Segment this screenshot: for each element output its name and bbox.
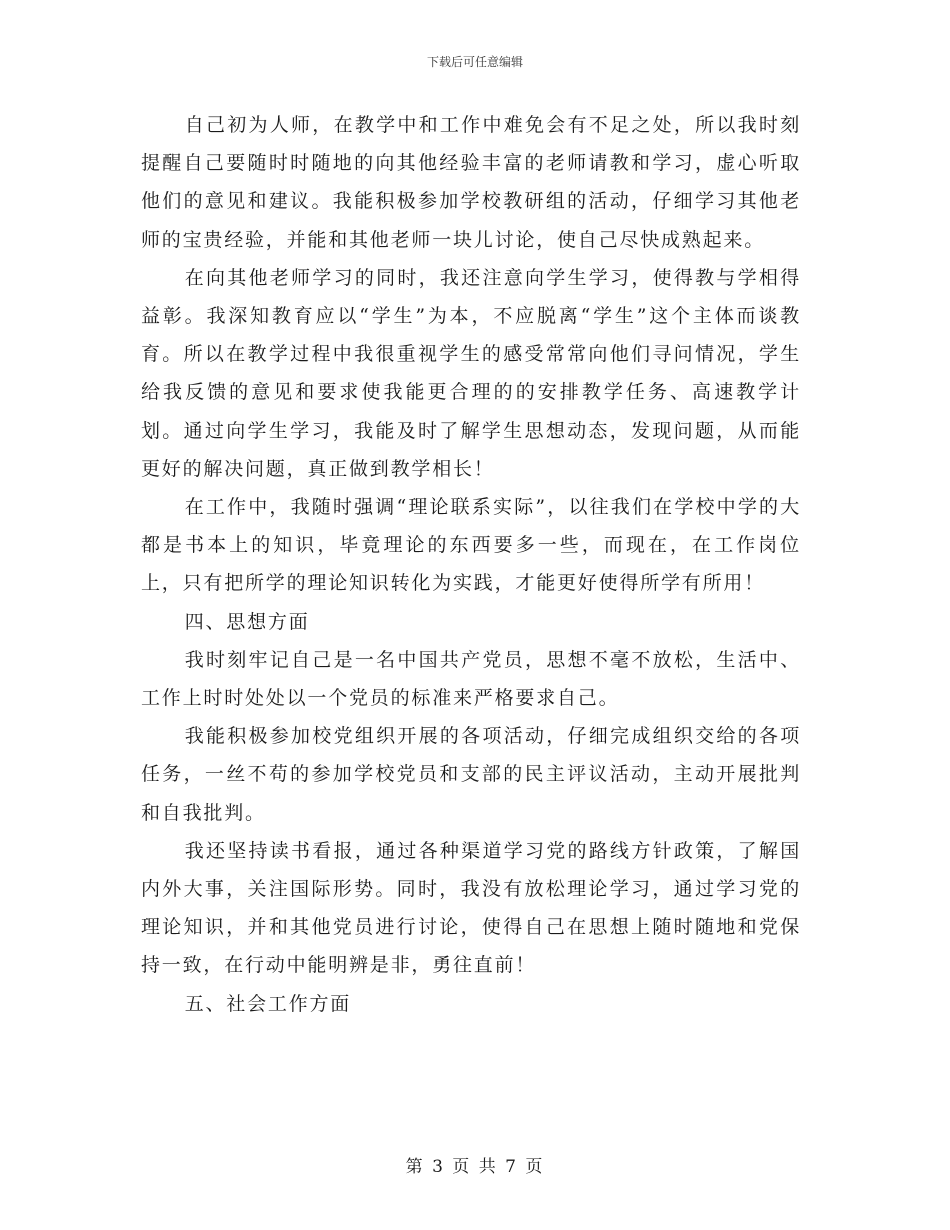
paragraph-1: 自己初为人师，在教学中和工作中难免会有不足之处，所以我时刻提醒自己要随时时随地的向其他经验丰富的老师请教和学习，虚心听取他们的意见和建议。我能积极参加学校教研组的活动，仔细学习其他老师的宝贵经验，并能和其他老师一块儿讨论，使自己尽快成熟起来。 <box>141 114 801 251</box>
section-heading-social-work: 五、社会工作方面 <box>184 992 352 1015</box>
paragraph-2: 在向其他老师学习的同时，我还注意向学生学习，使得教与学相得益彰。我深知教育应以“学生”为本，不应脱离“学生”这个主体而谈教育。所以在教学过程中我很重视学生的感受常常向他们寻问情况，学生给我反馈的意见和要求使我能更合理的的安排教学任务、高速教学计划。通过向学生学习，我能及时了解学生思想动态，发现问题，从而能更好的解决问题，真正做到教学相长！ <box>141 266 801 480</box>
section-heading-thought: 四、思想方面 <box>184 610 310 633</box>
paragraph-4: 我时刻牢记自己是一名中国共产党员，思想不毫不放松，生活中、工作上时时处处以一个党员的标准来严格要求自己。 <box>141 648 801 710</box>
paragraph-5: 我能积极参加校党组织开展的各项活动，仔细完成组织交给的各项任务，一丝不苟的参加学校党员和支部的民主评议活动，主动开展批判和自我批判。 <box>141 725 801 824</box>
page-number: 第 3 页 共 7 页 <box>405 1157 545 1177</box>
header-note: 下载后可任意编辑 <box>426 55 523 69</box>
paragraph-3: 在工作中，我随时强调“理论联系实际”，以往我们在学校中学的大都是书本上的知识，毕竟理论的东西要多一些，而现在，在工作岗位上，只有把所学的理论知识转化为实践，才能更好使得所学有所用！ <box>141 496 801 595</box>
document-body <box>141 106 801 1023</box>
paragraph-6: 我还坚持读书看报，通过各种渠道学习党的路线方针政策，了解国内外大事，关注国际形势。同时，我没有放松理论学习，通过学习党的理论知识，并和其他党员进行讨论，使得自己在思想上随时随地和党保持一致，在行动中能明辨是非，勇往直前！ <box>141 839 801 977</box>
